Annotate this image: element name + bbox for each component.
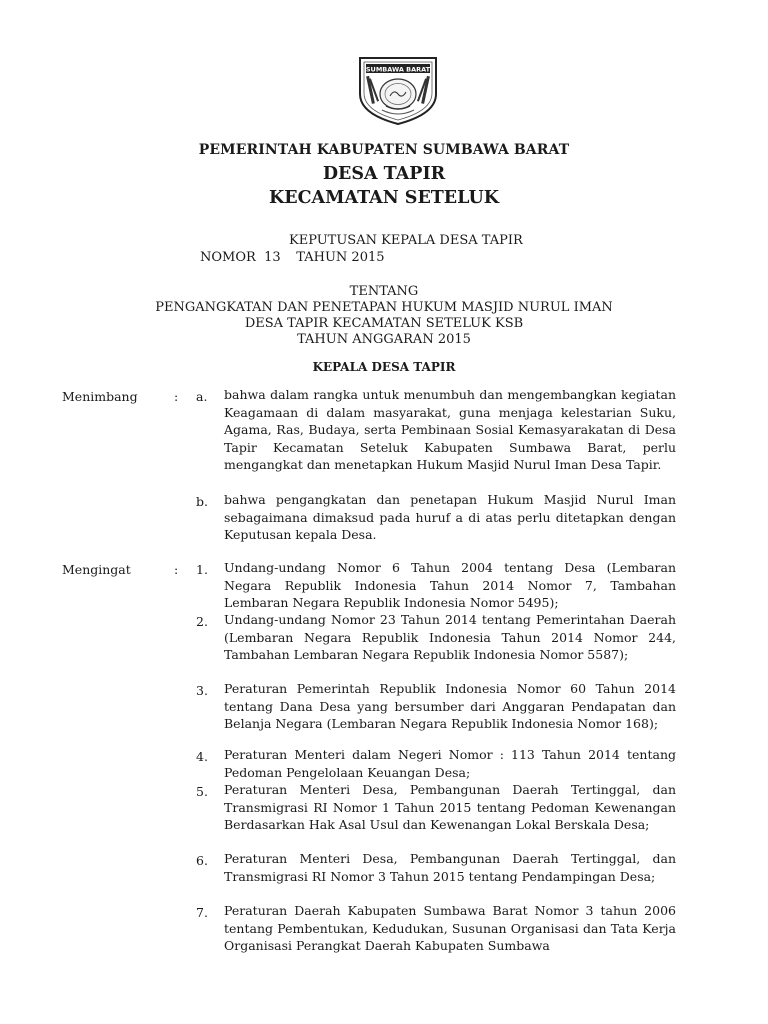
decree-title: KEPUTUSAN KEPALA DESA TAPIR — [289, 233, 523, 248]
nomor-label: NOMOR — [200, 250, 256, 265]
sumbawa-barat-emblem — [356, 56, 440, 126]
decree-number-line — [200, 250, 385, 265]
list-marker: 3. — [196, 683, 208, 698]
list-marker: a. — [196, 389, 208, 404]
subject-line-2: DESA TAPIR KECAMATAN SETELUK KSB — [244, 316, 524, 331]
svg-text:SUMBAWA BARAT: SUMBAWA BARAT — [365, 65, 431, 74]
list-marker: 6. — [196, 853, 208, 868]
tentang-heading: TENTANG — [349, 284, 419, 299]
list-marker: 1. — [196, 562, 208, 577]
issuer-heading: KEPALA DESA TAPIR — [312, 360, 456, 374]
list-item: Peraturan Daerah Kabupaten Sumbawa Barat Nomor 3 tahun 2006 tentang Pembentukan, Kedudukan, Susunan Organisasi dan Tata Kerja Organisasi Perangkat Daerah Kabupaten Sumbawa — [224, 903, 676, 953]
subject-line-1: PENGANGKATAN DAN PENETAPAN HUKUM MASJID NURUL IMAN — [155, 300, 613, 315]
header-village: DESA TAPIR — [322, 164, 446, 184]
section-colon: : — [174, 389, 179, 404]
header-district: KECAMATAN SETELUK — [269, 188, 499, 208]
list-item: bahwa pengangkatan dan penetapan Hukum Masjid Nurul Iman sebagaimana dimaksud pada huruf a di atas perlu ditetapkan dengan Keputusan kepala Desa. — [224, 492, 676, 542]
list-marker: 2. — [196, 614, 208, 629]
section-colon: : — [174, 562, 179, 577]
list-item: bahwa dalam rangka untuk menumbuh dan mengembangkan kegiatan Keagamaan di dalam masyarakat, guna menjaga kelestarian Suku, Agama, Ras, Budaya, serta Pembinaan Sosial Kemasyarakatan di Desa Tapir Kecamatan Seteluk Kabupaten Sumbawa Barat, perlu mengangkat dan menetapkan Hukum Masjid Nurul Iman Desa Tapir. — [224, 387, 676, 472]
decree-year: TAHUN 2015 — [296, 250, 385, 265]
list-marker: 4. — [196, 749, 208, 764]
section-label: Menimbang — [62, 389, 138, 404]
list-item: Undang-undang Nomor 23 Tahun 2014 tentang Pemerintahan Daerah (Lembaran Negara Republik Indonesia Tahun 2014 Nomor 244, Tambahan Lembaran Negara Republik Indonesia Nomor 5587); — [224, 612, 676, 662]
header-government: PEMERINTAH KABUPATEN SUMBAWA BARAT — [198, 142, 570, 158]
subject-line-3: TAHUN ANGGARAN 2015 — [297, 332, 471, 347]
list-item: Peraturan Menteri Desa, Pembangunan Daerah Tertinggal, dan Transmigrasi RI Nomor 1 Tahun 2015 tentang Pedoman Kewenangan Berdasarkan Hak Asal Usul dan Kewenangan Lokal Berskala Desa; — [224, 782, 676, 832]
list-item: Peraturan Menteri Desa, Pembangunan Daerah Tertinggal, dan Transmigrasi RI Nomor 3 Tahun 2015 tentang Pendampingan Desa; — [224, 851, 676, 884]
nomor-value: 13 — [264, 250, 281, 265]
list-item: Undang-undang Nomor 6 Tahun 2004 tentang Desa (Lembaran Negara Republik Indonesia Tahun 2014 Nomor 7, Tambahan Lembaran Negara Republik Indonesia Nomor 5495); — [224, 560, 676, 610]
list-marker: 5. — [196, 784, 208, 799]
list-marker: 7. — [196, 905, 208, 920]
list-item: Peraturan Menteri dalam Negeri Nomor : 113 Tahun 2014 tentang Pedoman Pengelolaan Keuangan Desa; — [224, 747, 676, 780]
list-marker: b. — [196, 494, 208, 509]
section-label: Mengingat — [62, 562, 131, 577]
list-item: Peraturan Pemerintah Republik Indonesia Nomor 60 Tahun 2014 tentang Dana Desa yang bersumber dari Anggaran Pendapatan dan Belanja Negara (Lembaran Negara Republik Indonesia Nomor 168); — [224, 681, 676, 731]
